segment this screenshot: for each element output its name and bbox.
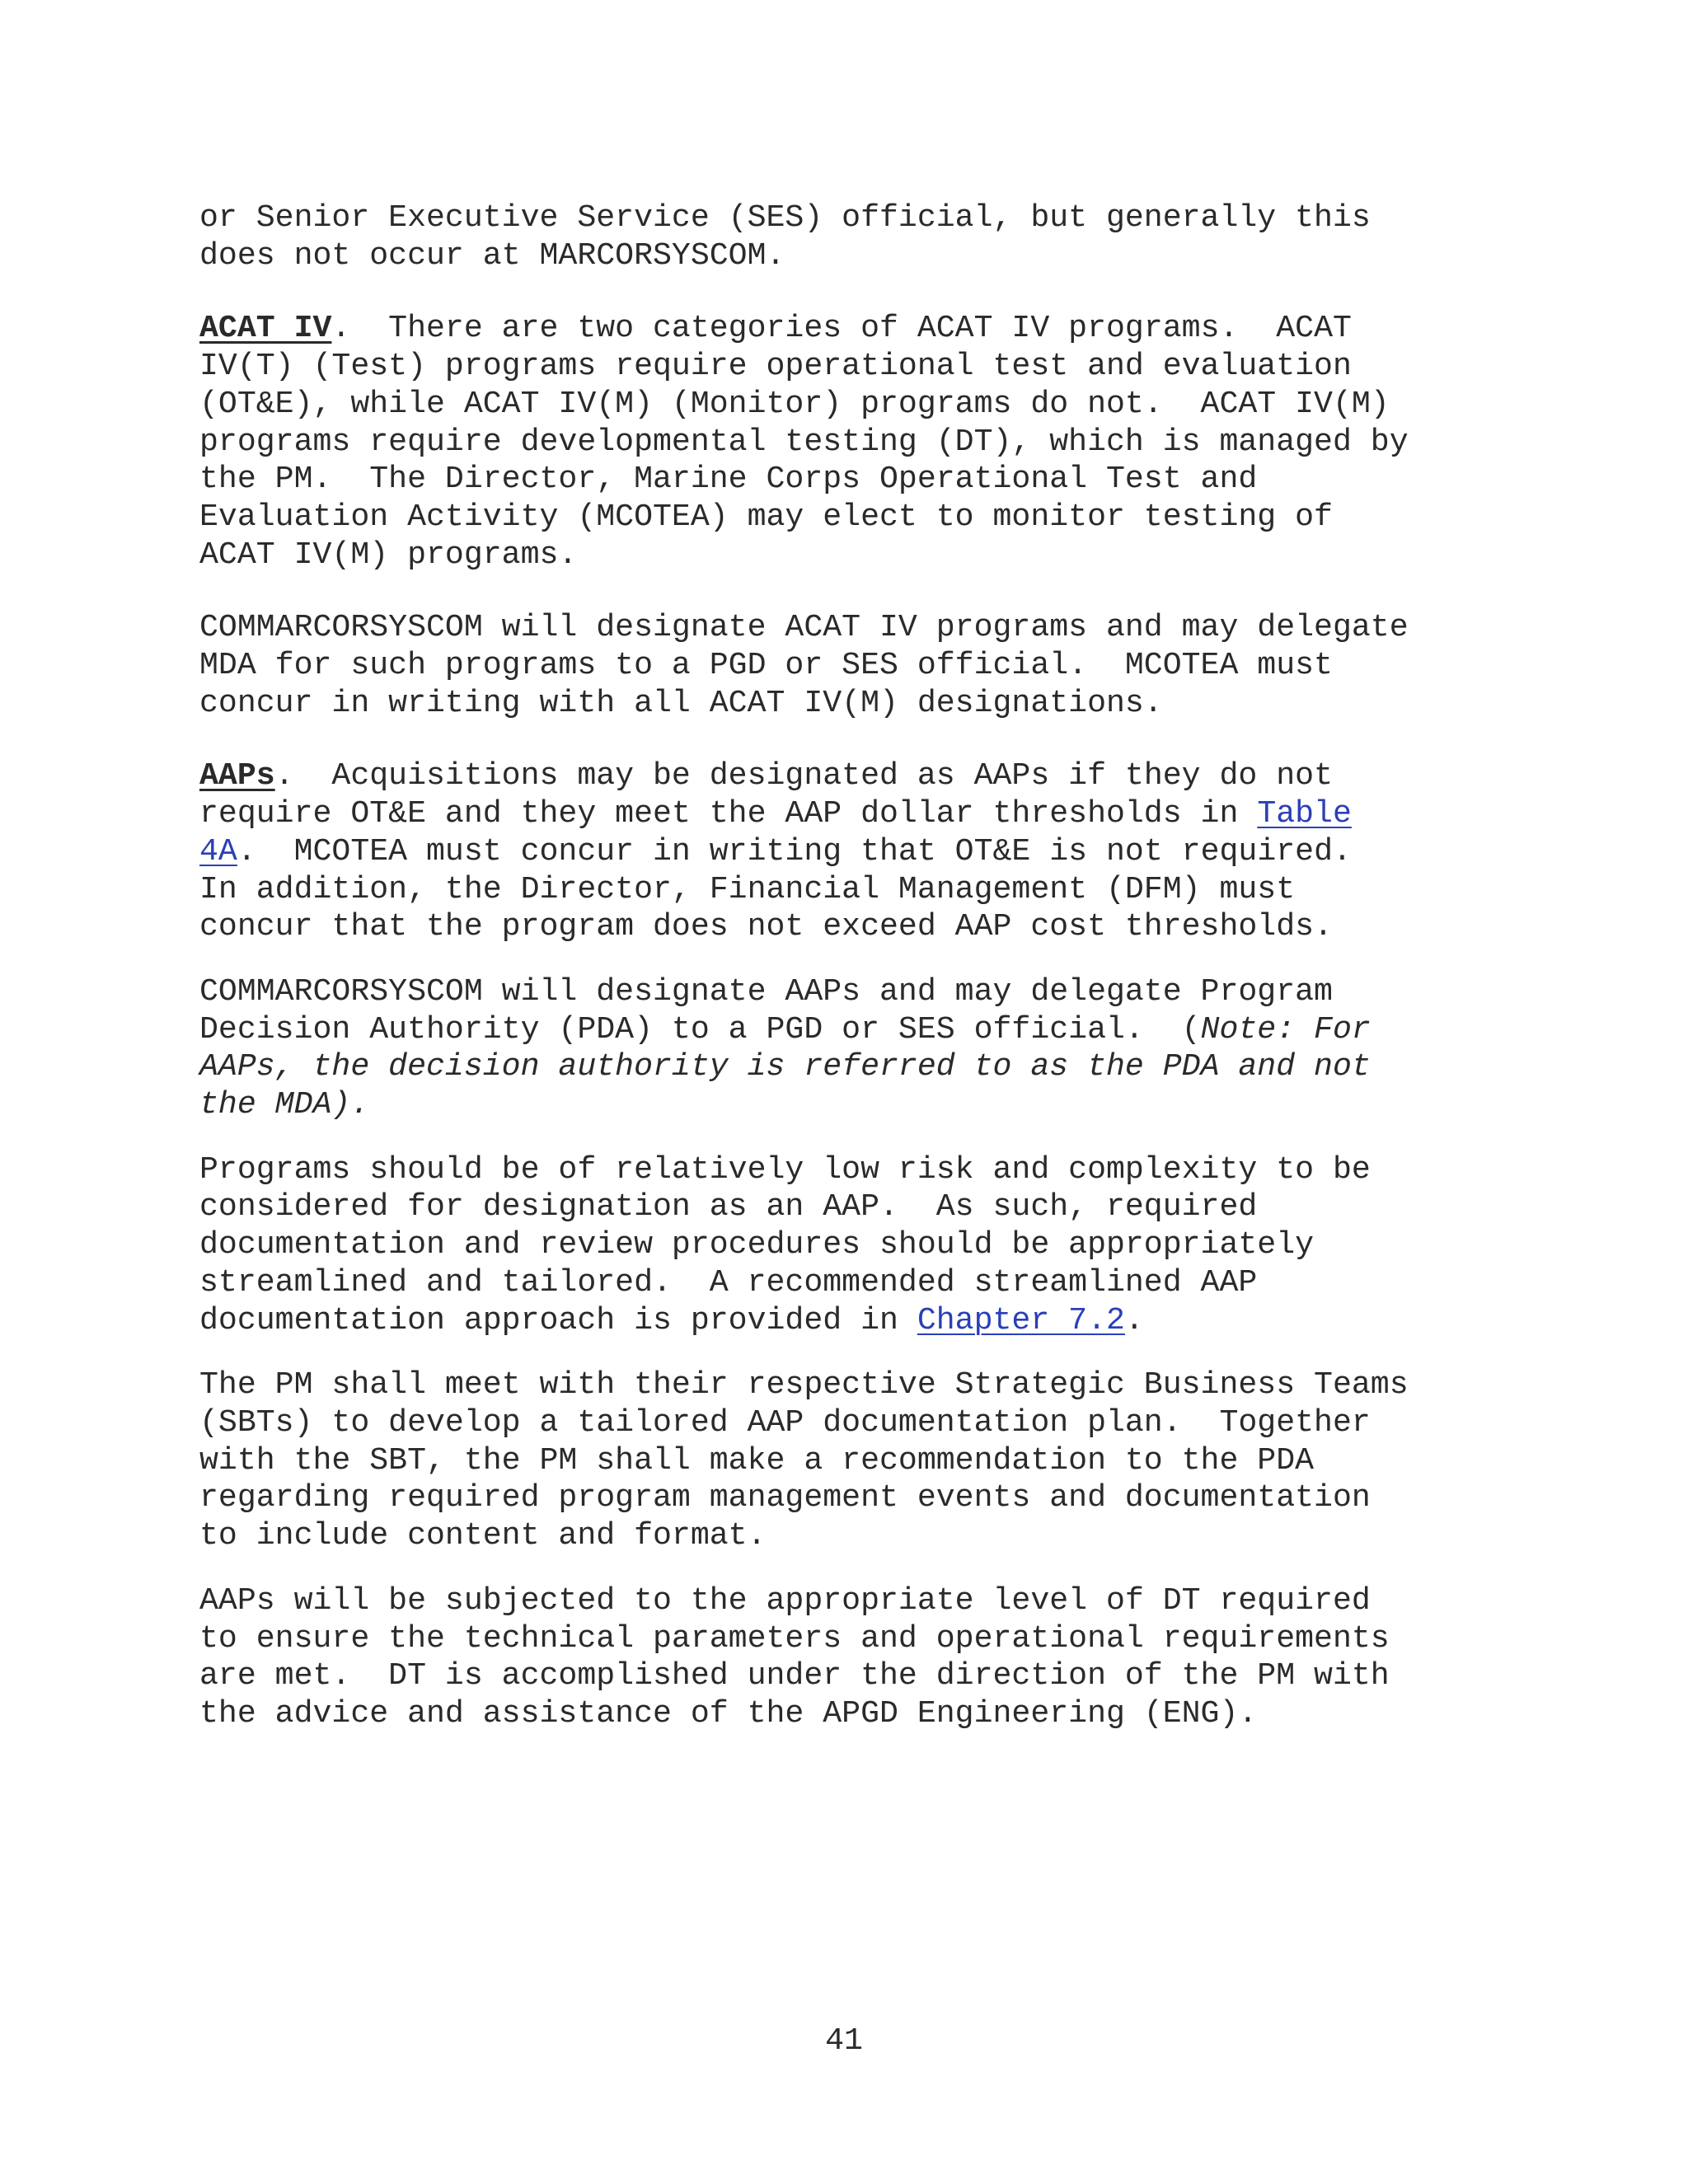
chapter-7-2-link[interactable]: Chapter 7.2 bbox=[917, 1302, 1125, 1338]
text-line: COMMARCORSYSCOM will designate ACAT IV programs and may delegate bbox=[199, 610, 1409, 646]
text-run: . bbox=[1124, 1302, 1144, 1338]
text-run: documentation approach is provided in bbox=[199, 1302, 917, 1338]
note-text: Note: For bbox=[1200, 1011, 1371, 1047]
text-line: In addition, the Director, Financial Management (DFM) must bbox=[199, 871, 1296, 907]
text-line bbox=[199, 310, 1502, 348]
paragraph-designate-aaps bbox=[199, 973, 1502, 1124]
text-line: are met. DT is accomplished under the direction of the PM with bbox=[199, 1658, 1390, 1694]
text-run: . Acquisitions may be designated as AAPs if they do not bbox=[274, 758, 1333, 794]
paragraph-spacer bbox=[199, 722, 1502, 757]
paragraph-sbt bbox=[199, 1366, 1502, 1555]
text-line bbox=[199, 757, 1502, 795]
text-line: does not occur at MARCORSYSCOM. bbox=[199, 237, 785, 274]
text-line: to ensure the technical parameters and operational requirements bbox=[199, 1620, 1390, 1657]
paragraph-spacer bbox=[199, 946, 1502, 973]
text-line: the PM. The Director, Marine Corps Operational Test and bbox=[199, 462, 1258, 498]
text-line bbox=[199, 1302, 1502, 1340]
text-run: . MCOTEA must concur in writing that OT&E is not required. bbox=[237, 833, 1352, 869]
paragraph-dt bbox=[199, 1582, 1502, 1733]
text-line: IV(T) (Test) programs require operational test and evaluation bbox=[199, 349, 1352, 385]
paragraph-acat-iv bbox=[199, 310, 1502, 574]
section-heading-acat-iv: ACAT IV bbox=[199, 311, 332, 347]
text-line: Programs should be of relatively low risk and complexity to be bbox=[199, 1151, 1371, 1188]
note-text-line: AAPs, the decision authority is referred to as the PDA and not bbox=[199, 1049, 1371, 1085]
text-run: require OT&E and they meet the AAP dollar thresholds in bbox=[199, 796, 1258, 832]
text-line bbox=[199, 1011, 1502, 1049]
section-heading-aaps: AAPs bbox=[199, 758, 275, 794]
paragraph-spacer bbox=[199, 1555, 1502, 1582]
text-line: with the SBT, the PM shall make a recommendation to the PDA bbox=[199, 1442, 1315, 1479]
text-line: ACAT IV(M) programs. bbox=[199, 537, 578, 573]
paragraph-spacer bbox=[199, 1124, 1502, 1151]
table-4a-link[interactable]: Table bbox=[1257, 796, 1352, 832]
paragraph-aaps bbox=[199, 757, 1502, 946]
text-line: streamlined and tailored. A recommended streamlined AAP bbox=[199, 1264, 1258, 1301]
text-line: MDA for such programs to a PGD or SES official. MCOTEA must bbox=[199, 648, 1333, 684]
text-line: AAPs will be subjected to the appropriate level of DT required bbox=[199, 1582, 1371, 1619]
text-run: . There are two categories of ACAT IV programs. ACAT bbox=[331, 311, 1352, 347]
text-line: Evaluation Activity (MCOTEA) may elect to monitor testing of bbox=[199, 499, 1333, 535]
paragraph-spacer bbox=[199, 1339, 1502, 1366]
text-line: the advice and assistance of the APGD Engineering (ENG). bbox=[199, 1695, 1258, 1732]
text-run: Decision Authority (PDA) to a PGD or SES official. ( bbox=[199, 1011, 1201, 1047]
text-line: considered for designation as an AAP. As such, required bbox=[199, 1189, 1258, 1226]
text-line: COMMARCORSYSCOM will designate AAPs and may delegate Program bbox=[199, 973, 1333, 1010]
text-line bbox=[199, 833, 1502, 871]
document-page-body bbox=[199, 199, 1502, 1733]
text-line: programs require developmental testing (DT), which is managed by bbox=[199, 424, 1409, 460]
paragraph-continuation bbox=[199, 199, 1502, 274]
page-number: 41 bbox=[825, 2023, 863, 2059]
text-line: The PM shall meet with their respective Strategic Business Teams bbox=[199, 1367, 1409, 1404]
text-line: concur that the program does not exceed AAP cost thresholds. bbox=[199, 909, 1333, 945]
text-line bbox=[199, 1086, 1502, 1124]
text-line: or Senior Executive Service (SES) official, but generally this bbox=[199, 200, 1371, 236]
text-line: regarding required program management events and documentation bbox=[199, 1480, 1371, 1516]
text-line: documentation and review procedures should be appropriately bbox=[199, 1227, 1315, 1263]
text-line: (SBTs) to develop a tailored AAP documentation plan. Together bbox=[199, 1404, 1371, 1441]
paragraph-spacer bbox=[199, 274, 1502, 310]
table-4a-link-continued[interactable]: 4A bbox=[199, 833, 237, 869]
text-line: concur in writing with all ACAT IV(M) designations. bbox=[199, 685, 1163, 721]
text-line: to include content and format. bbox=[199, 1518, 767, 1554]
text-line bbox=[199, 795, 1502, 833]
text-line: (OT&E), while ACAT IV(M) (Monitor) programs do not. ACAT IV(M) bbox=[199, 386, 1390, 422]
paragraph-spacer bbox=[199, 574, 1502, 609]
paragraph-designate-acat-iv bbox=[199, 609, 1502, 722]
note-text: the MDA). bbox=[199, 1087, 370, 1123]
paragraph-low-risk bbox=[199, 1151, 1502, 1340]
